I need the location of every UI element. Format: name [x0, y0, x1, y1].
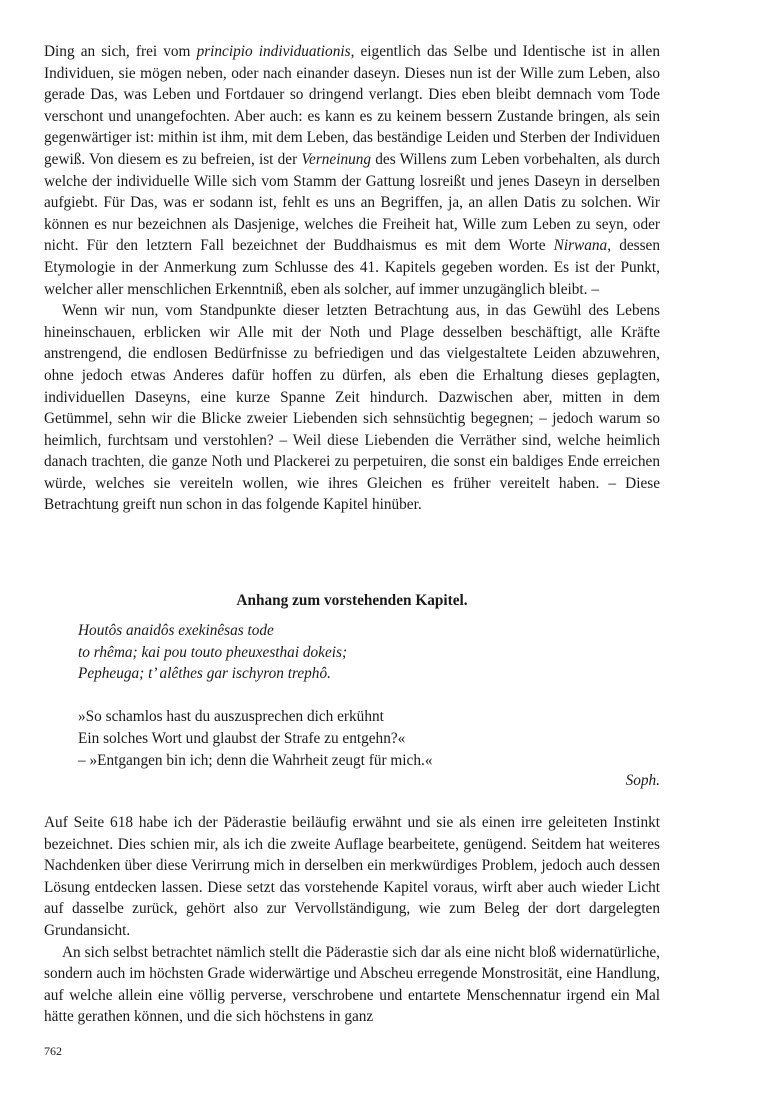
- verse-quote: [78, 620, 660, 771]
- italic-term: principio individuationis: [196, 43, 351, 60]
- verse-german-line: Ein solches Wort und glaubst der Strafe zu entgehn?«: [78, 729, 406, 747]
- verse-german-line: – »Entgangen bin ich; denn die Wahrheit zeugt für mich.«: [78, 751, 433, 769]
- verse-greek-line: Houtôs anaidôs exekinêsas tode: [78, 622, 274, 639]
- body-text-bottom: [44, 812, 660, 1028]
- section-heading: Anhang zum vorstehenden Kapitel.: [236, 592, 468, 609]
- verse-greek-line: Pepheuga; t’ alêthes gar ischyron trephô.: [78, 665, 331, 683]
- verse-german-line: »So schamlos hast du auszusprechen dich erkühnt: [78, 708, 384, 726]
- body-text-top: [44, 41, 660, 516]
- italic-term: Nirwana: [553, 237, 608, 255]
- verse-greek-line: to rhêma; kai pou touto pheuxesthai dokeis;: [78, 643, 348, 661]
- paragraph-2: Wenn wir nun, vom Standpunkte dieser letzten Betrachtung aus, in das Gewühl des Lebens hineinschauen, erblicken wir Alle mit der Noth und Plage desselben beschäftigt, alle Kräfte anstrengend, die endlosen Bedürfnisse zu befriedigen und das vielgestaltete Leiden abzuwehren, ohne jedoch etwas Anderes dafür hoffen zu dürfen, als eben die Erhaltung dieses geplagten, individuellen Daseyns, eine kurze Spanne Zeit hindurch. Dazwischen aber, mitten in dem Getümmel, sehn wir die Blicke zweier Liebenden sich sehnsüchtig begegnen; – jedoch warum so heimlich, furchtsam und verstohlen? – Weil diese Liebenden die Verräther sind, welche heimlich danach trachten, die ganze Noth und Plackerei zu perpetuiren, die sonst ein baldiges Ende erreichen würde, welches sie vereiteln wollen, wie ihres Gleichen es früher vereitelt haben. – Diese Betrachtung greift nun schon in das folgende Kapitel hinüber.: [44, 302, 660, 514]
- italic-term: Verneinung: [301, 150, 372, 168]
- page-number: 762: [44, 1044, 62, 1058]
- verse-spacer: [78, 685, 660, 707]
- paragraph-4: An sich selbst betrachtet nämlich stellt die Päderastie sich dar als eine nicht bloß widernatürliche, sondern auch im höchsten Grade widerwärtige und Abscheu erregende Monstrosität, eine Handlung, auf welche allein eine völlig perverse, verschrobene und entartete Menschennatur irgend ein Mal hätte gerathen können, und die sich höchstens in ganz: [44, 943, 660, 1026]
- quote-source: Soph.: [625, 772, 660, 789]
- paragraph-3: Auf Seite 618 habe ich der Päderastie beiläufig erwähnt und sie als einen irre geleiteten Instinkt bezeichnet. Dies schien mir, als ich die zweite Auflage bearbeitete, genügend. Seitdem hat weiteres Nachdenken über diese Verirrung mich in derselben ein merkwürdiges Problem, jedoch auch dessen Lösung entdecken lassen. Diese setzt das vorstehende Kapitel voraus, wirft aber auch wieder Licht auf dasselbe zurück, gehört also zur Vervollständigung, wie zum Beleg der dort dargelegten Grundansicht.: [44, 814, 660, 939]
- paragraph-1: Ding an sich, frei vom principio individuationis, eigentlich das Selbe und Identische ist in allen Individuen, sie mögen neben, oder nach einander daseyn. Dieses nun ist der Wille zum Leben, also gerade Das, was Leben und Fortdauer so dringend verlangt. Dies eben bleibt demnach vom Tode verschont und unangefochten. Aber auch: es kann es zu keinem bessern Zustande bringen, als sein gegenwärtiger ist: mithin ist ihm, mit dem Leben, das beständige Leiden und Sterben der Individuen gewiß. Von diesem es zu befreien, ist der Verneinung des Willens zum Leben vorbehalten, als durch welche der individuelle Wille sich vom Stamm der Gattung losreißt und jenes Daseyn in derselben aufgiebt. Für Das, was er sodann ist, fehlt es uns an Begriffen, ja, an allen Datis zu solchen. Wir können es nur bezeichnen als Dasjenige, welches die Freiheit hat, Wille zum Leben zu seyn, oder nicht. Für den letztern Fall bezeichnet der Buddhaismus es mit dem Worte Nirwana, dessen Etymologie in der Anmerkung zum Schlusse des 41. Kapitels gegeben worden. Es ist der Punkt, welcher aller menschlichen Erkenntniß, eben als solcher, auf immer unzugänglich bleibt. –: [44, 43, 660, 298]
